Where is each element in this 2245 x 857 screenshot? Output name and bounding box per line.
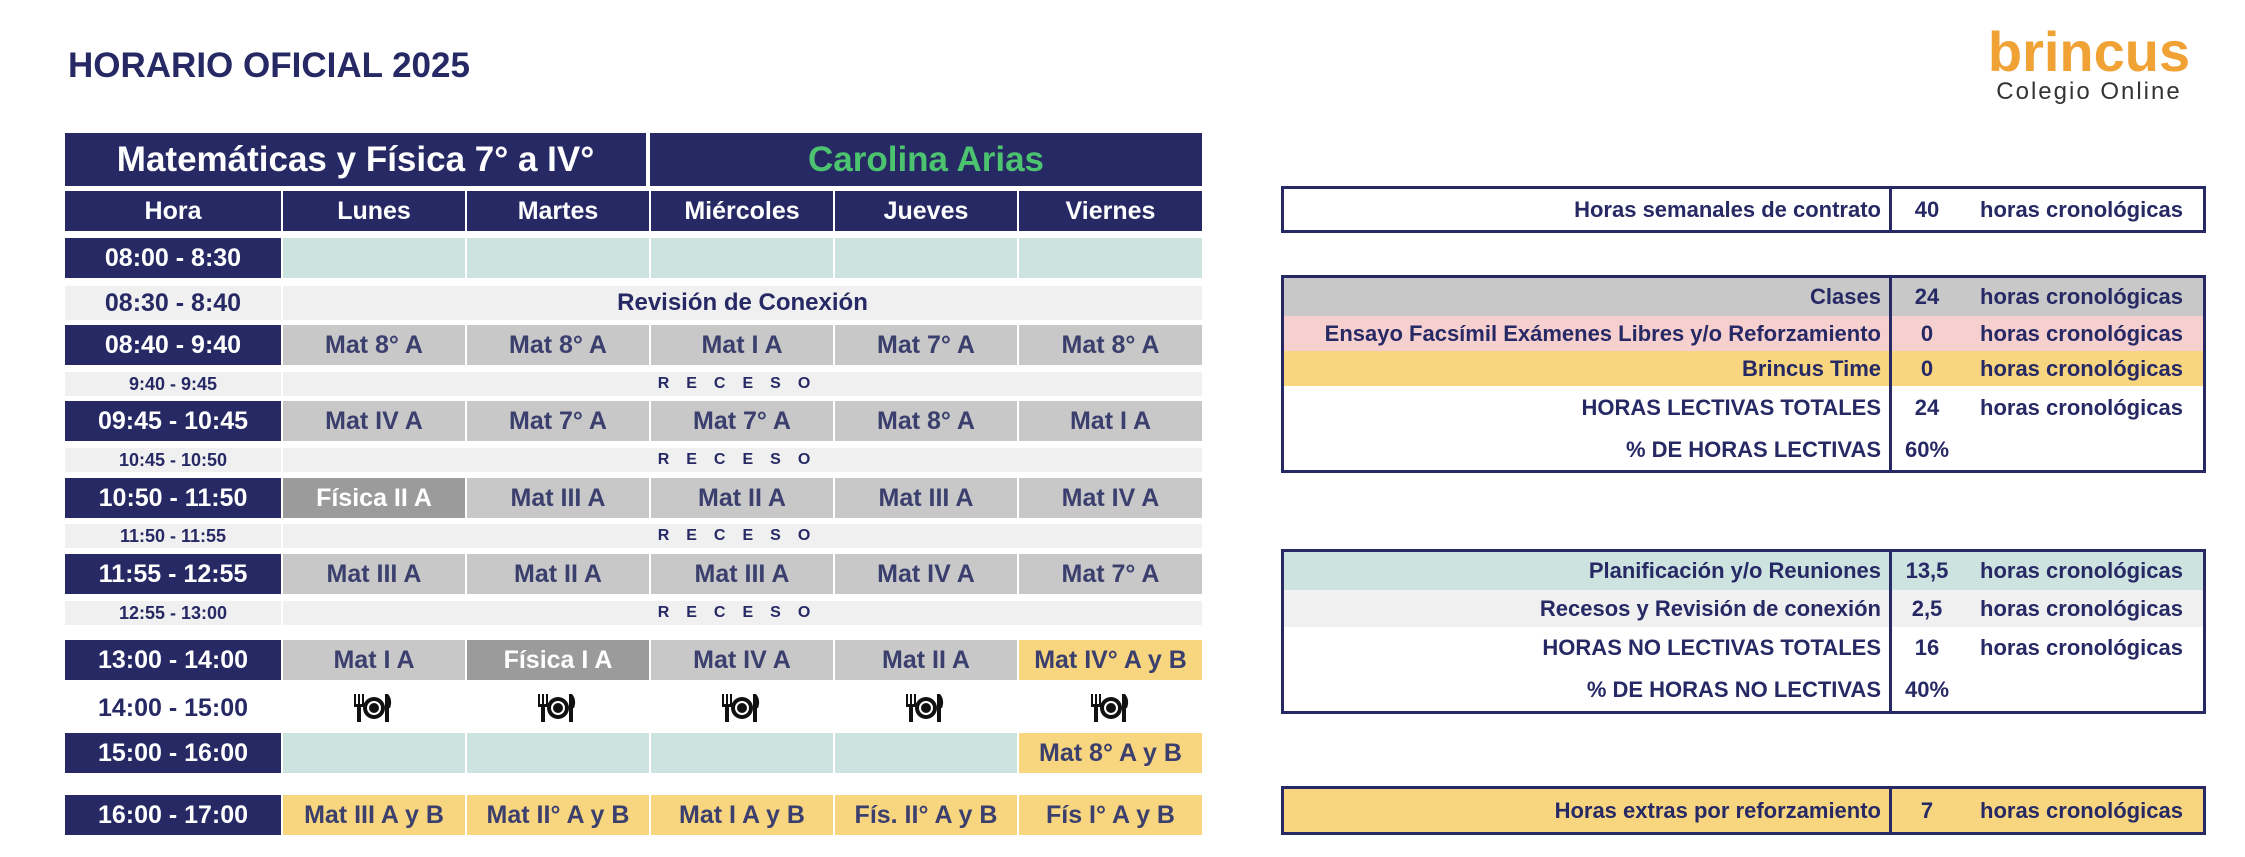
summary-label: HORAS NO LECTIVAS TOTALES bbox=[1284, 627, 1892, 669]
class-cell: Física I A bbox=[467, 640, 649, 680]
summary-value: 13,5 bbox=[1905, 558, 1949, 583]
empty-slot bbox=[467, 733, 649, 773]
class-cell: Mat I A bbox=[1019, 401, 1202, 441]
class-cell: Mat 8° A bbox=[1019, 325, 1202, 365]
lectivas-row bbox=[1281, 429, 2206, 473]
summary-label: Clases bbox=[1284, 278, 1892, 316]
time-cell: 08:30 - 8:40 bbox=[65, 286, 281, 320]
no-lectivas-row bbox=[1281, 549, 2206, 593]
summary-unit: horas cronológicas bbox=[1980, 355, 2183, 381]
class-cell: Mat IV A bbox=[1019, 478, 1202, 518]
summary-label: % DE HORAS LECTIVAS bbox=[1284, 429, 1892, 470]
class-cell: Mat 7° A bbox=[835, 325, 1017, 365]
class-cell: Fís I° A y B bbox=[1019, 795, 1202, 835]
class-cell: Mat III A bbox=[651, 554, 833, 594]
no-lectivas-row bbox=[1281, 627, 2206, 672]
time-cell: 12:55 - 13:00 bbox=[65, 601, 281, 625]
class-cell: Mat II A bbox=[835, 640, 1017, 680]
lunch-icon bbox=[467, 688, 649, 728]
schedule-subject-title: Matemáticas y Física 7° a IV° bbox=[65, 133, 646, 186]
schedule-teacher-name: Carolina Arias bbox=[650, 133, 1202, 186]
summary-label: % DE HORAS NO LECTIVAS bbox=[1284, 669, 1892, 711]
brincus-logo bbox=[1968, 20, 2210, 105]
class-cell: Mat IV A bbox=[835, 554, 1017, 594]
class-cell: Mat I A y B bbox=[651, 795, 833, 835]
lunch-icon bbox=[835, 688, 1017, 728]
class-cell: Mat 7° A bbox=[467, 401, 649, 441]
summary-unit: horas cronológicas bbox=[1980, 558, 2183, 583]
recess-row: RECESO bbox=[283, 448, 1202, 472]
summary-label: Brincus Time bbox=[1284, 351, 1892, 386]
summary-value: 7 bbox=[1920, 797, 1934, 823]
class-cell: Mat III A bbox=[467, 478, 649, 518]
class-cell: Mat I A bbox=[651, 325, 833, 365]
time-cell: 10:45 - 10:50 bbox=[65, 448, 281, 472]
contract-hours-row bbox=[1281, 186, 2206, 233]
time-cell: 14:00 - 15:00 bbox=[65, 688, 281, 728]
summary-label: Horas extras por reforzamiento bbox=[1284, 789, 1892, 832]
column-header-day: Jueves bbox=[835, 191, 1017, 231]
class-cell: Mat II° A y B bbox=[467, 795, 649, 835]
class-cell: Mat IV A bbox=[283, 401, 465, 441]
no-lectivas-row bbox=[1281, 590, 2206, 630]
summary-unit bbox=[1972, 429, 2203, 470]
summary-unit bbox=[1972, 669, 2203, 711]
class-cell: Mat 7° A bbox=[651, 401, 833, 441]
class-cell: Física II A bbox=[283, 478, 465, 518]
empty-slot bbox=[651, 238, 833, 278]
summary-value: 24 bbox=[1914, 394, 1940, 420]
summary-value: 2,5 bbox=[1911, 595, 1943, 621]
class-cell: Mat II A bbox=[467, 554, 649, 594]
summary-value: 60% bbox=[1904, 436, 1950, 462]
empty-slot bbox=[1019, 238, 1202, 278]
class-cell: Fís. II° A y B bbox=[835, 795, 1017, 835]
summary-unit: horas cronológicas bbox=[1980, 595, 2183, 621]
column-header-day: Lunes bbox=[283, 191, 465, 231]
class-cell: Mat II A bbox=[651, 478, 833, 518]
summary-value: 40 bbox=[1914, 196, 1940, 222]
time-cell: 09:45 - 10:45 bbox=[65, 401, 281, 441]
summary-unit: horas cronológicas bbox=[1980, 797, 2183, 823]
class-cell: Mat 8° A y B bbox=[1019, 733, 1202, 773]
summary-label: Recesos y Revisión de conexión bbox=[1284, 590, 1892, 627]
time-cell: 9:40 - 9:45 bbox=[65, 372, 281, 396]
summary-unit: horas cronológicas bbox=[1980, 394, 2183, 420]
time-cell: 16:00 - 17:00 bbox=[65, 795, 281, 835]
lectivas-row bbox=[1281, 351, 2206, 389]
lectivas-row bbox=[1281, 316, 2206, 354]
class-cell: Mat IV° A y B bbox=[1019, 640, 1202, 680]
summary-unit: horas cronológicas bbox=[1980, 320, 2183, 346]
time-cell: 08:00 - 8:30 bbox=[65, 238, 281, 278]
empty-slot bbox=[283, 238, 465, 278]
class-cell: Mat III A bbox=[283, 554, 465, 594]
summary-value: 0 bbox=[1920, 320, 1934, 346]
page-title: HORARIO OFICIAL 2025 bbox=[68, 46, 470, 85]
logo-subtitle: Colegio Online bbox=[1996, 78, 2182, 105]
column-header-hora: Hora bbox=[65, 191, 281, 231]
empty-slot bbox=[835, 733, 1017, 773]
time-cell: 11:50 - 11:55 bbox=[65, 524, 281, 548]
empty-slot bbox=[467, 238, 649, 278]
extra-hours-row bbox=[1281, 786, 2206, 835]
time-cell: 08:40 - 9:40 bbox=[65, 325, 281, 365]
class-cell: Mat III A bbox=[835, 478, 1017, 518]
class-cell: Mat 8° A bbox=[283, 325, 465, 365]
time-cell: 11:55 - 12:55 bbox=[65, 554, 281, 594]
class-cell: Mat I A bbox=[283, 640, 465, 680]
empty-slot bbox=[835, 238, 1017, 278]
recess-row: RECESO bbox=[283, 524, 1202, 548]
summary-unit: horas cronológicas bbox=[1980, 196, 2183, 222]
summary-unit: horas cronológicas bbox=[1980, 284, 2183, 309]
empty-slot bbox=[283, 733, 465, 773]
class-cell: Mat 8° A bbox=[835, 401, 1017, 441]
summary-value: 16 bbox=[1914, 635, 1940, 660]
recess-row: RECESO bbox=[283, 601, 1202, 625]
empty-slot bbox=[651, 733, 833, 773]
column-header-day: Martes bbox=[467, 191, 649, 231]
summary-unit: horas cronológicas bbox=[1980, 635, 2183, 660]
class-cell: Mat III A y B bbox=[283, 795, 465, 835]
summary-label: Planificación y/o Reuniones bbox=[1284, 552, 1892, 590]
class-cell: Mat 7° A bbox=[1019, 554, 1202, 594]
logo-name: brincus bbox=[1987, 20, 2191, 83]
summary-label: HORAS LECTIVAS TOTALES bbox=[1284, 386, 1892, 429]
summary-value: 0 bbox=[1920, 355, 1934, 381]
summary-label: Ensayo Facsímil Exámenes Libres y/o Reforzamiento bbox=[1284, 316, 1892, 351]
column-header-day: Viernes bbox=[1019, 191, 1202, 231]
lunch-icon bbox=[1019, 688, 1202, 728]
summary-value: 24 bbox=[1914, 284, 1940, 309]
class-cell: Mat IV A bbox=[651, 640, 833, 680]
time-cell: 10:50 - 11:50 bbox=[65, 478, 281, 518]
connection-check-row: Revisión de Conexión bbox=[283, 286, 1202, 320]
column-header-day: Miércoles bbox=[651, 191, 833, 231]
lectivas-row bbox=[1281, 275, 2206, 319]
class-cell: Mat 8° A bbox=[467, 325, 649, 365]
lunch-icon bbox=[283, 688, 465, 728]
summary-value: 40% bbox=[1904, 677, 1950, 702]
no-lectivas-row bbox=[1281, 669, 2206, 714]
summary-label: Horas semanales de contrato bbox=[1284, 189, 1892, 230]
recess-row: RECESO bbox=[283, 372, 1202, 396]
time-cell: 13:00 - 14:00 bbox=[65, 640, 281, 680]
lunch-icon bbox=[651, 688, 833, 728]
time-cell: 15:00 - 16:00 bbox=[65, 733, 281, 773]
lectivas-row bbox=[1281, 386, 2206, 432]
